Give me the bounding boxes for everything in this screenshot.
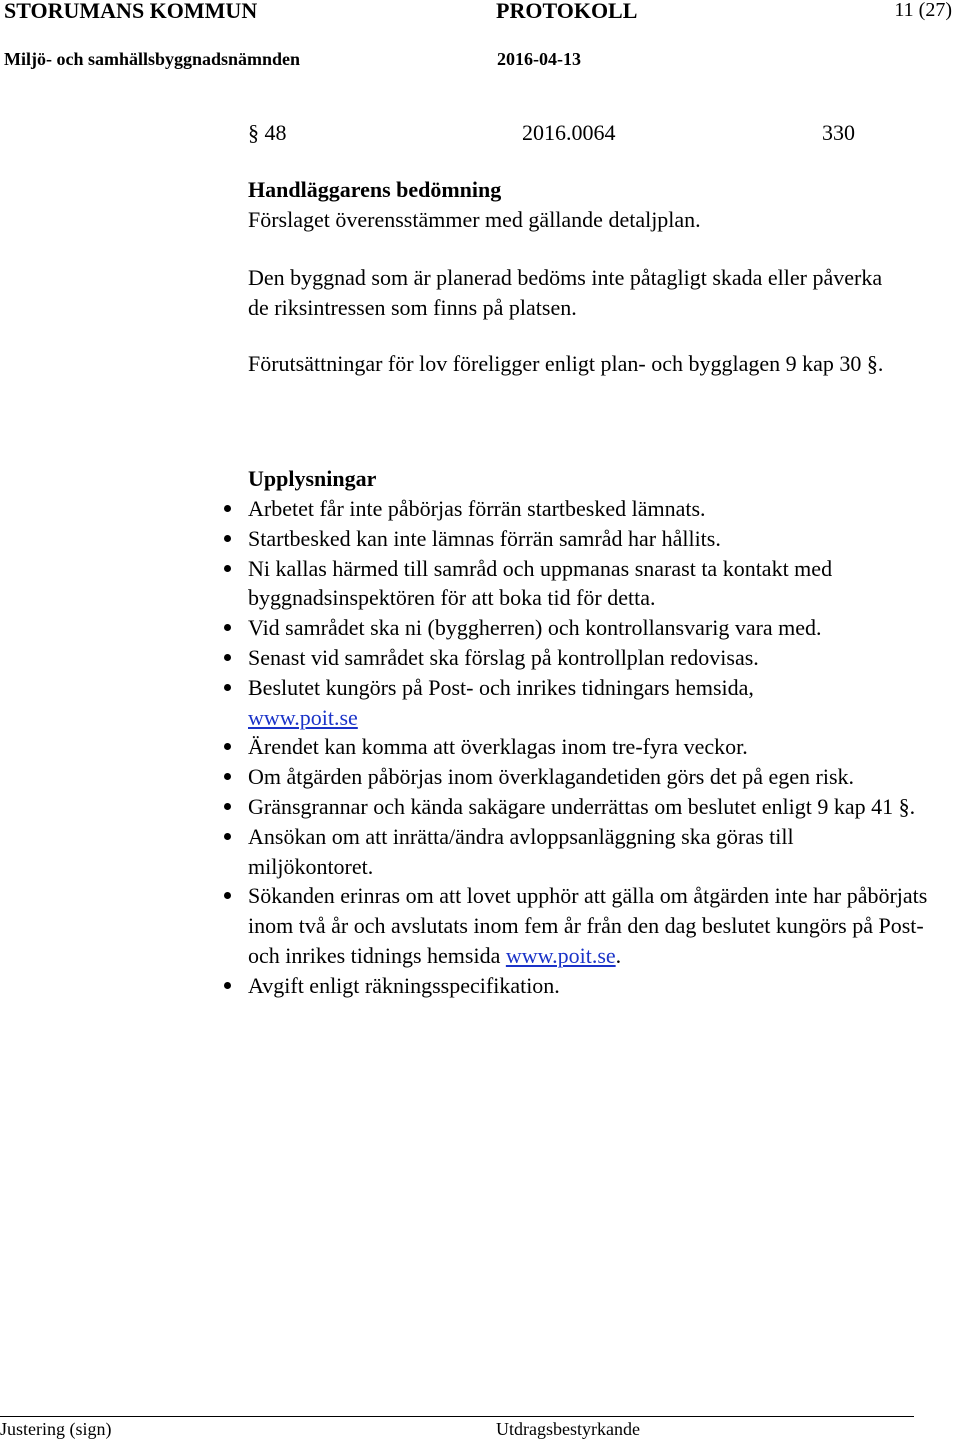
list-item: Vid samrådet ska ni (byggherren) och kontrollansvarig vara med.	[248, 613, 948, 643]
list-item: Om åtgärden påbörjas inom överklagandetiden görs det på egen risk.	[248, 762, 948, 792]
document-type: PROTOKOLL	[496, 0, 638, 23]
case-row	[248, 118, 948, 148]
case-code: 330	[822, 120, 855, 145]
page-number: 11 (27)	[894, 0, 952, 21]
paragraph-number: § 48	[248, 120, 287, 145]
list-item: Beslutet kungörs på Post- och inrikes tidningars hemsida, www.poit.se	[248, 673, 948, 733]
meeting-date: 2016-04-13	[497, 49, 581, 69]
list-item: Ansökan om att inrätta/ändra avloppsanläggning ska göras till miljökontoret.	[248, 822, 888, 882]
page-footer	[0, 1408, 960, 1442]
list-item: Senast vid samrådet ska förslag på kontrollplan redovisas.	[248, 643, 948, 673]
list-item: Startbesked kan inte lämnas förrän samråd har hållits.	[248, 524, 948, 554]
page-header	[0, 0, 960, 80]
poit-link[interactable]: www.poit.se	[505, 942, 616, 968]
list-item: Ärendet kan komma att överklagas inom tre-fyra veckor.	[248, 732, 948, 762]
info-heading: Upplysningar	[248, 466, 377, 491]
municipality-name: STORUMANS KOMMUN	[4, 0, 258, 23]
info-list	[248, 494, 948, 1001]
assessment-paragraph-2: Den byggnad som är planerad bedöms inte påtagligt skada eller påverka de riksintressen som finns på platsen.	[248, 265, 883, 320]
board-name: Miljö- och samhällsbyggnadsnämnden	[4, 49, 301, 69]
poit-link[interactable]: www.poit.se	[248, 704, 358, 730]
assessment-paragraph-3: Förutsättningar för lov föreligger enligt plan- och bygglagen 9 kap 30 §.	[248, 351, 884, 376]
certification-label: Utdragsbestyrkande	[496, 1419, 640, 1439]
case-number: 2016.0064	[522, 120, 616, 145]
list-item: Avgift enligt räkningsspecifikation.	[248, 971, 948, 1001]
signature-label: Justering (sign)	[0, 1419, 112, 1439]
list-item: Ni kallas härmed till samråd och uppmanas snarast ta kontakt med byggnadsinspektören för att boka tid för detta.	[248, 554, 918, 614]
assessment-paragraph-1: Förslaget överensstämmer med gällande detaljplan.	[248, 207, 701, 232]
list-item: Gränsgrannar och kända sakägare underrättas om beslutet enligt 9 kap 41 §.	[248, 792, 918, 822]
assessment-heading: Handläggarens bedömning	[248, 177, 502, 202]
list-item: Sökanden erinras om att lovet upphör att gälla om åtgärden inte har påbörjats inom två år och avslutats inom fem år från den dag beslutet kungörs på Post- och inrikes tidnings hemsida www.poit.se.	[248, 881, 948, 970]
footer-divider	[0, 1416, 914, 1417]
list-item: Arbetet får inte påbörjas förrän startbesked lämnats.	[248, 494, 948, 524]
